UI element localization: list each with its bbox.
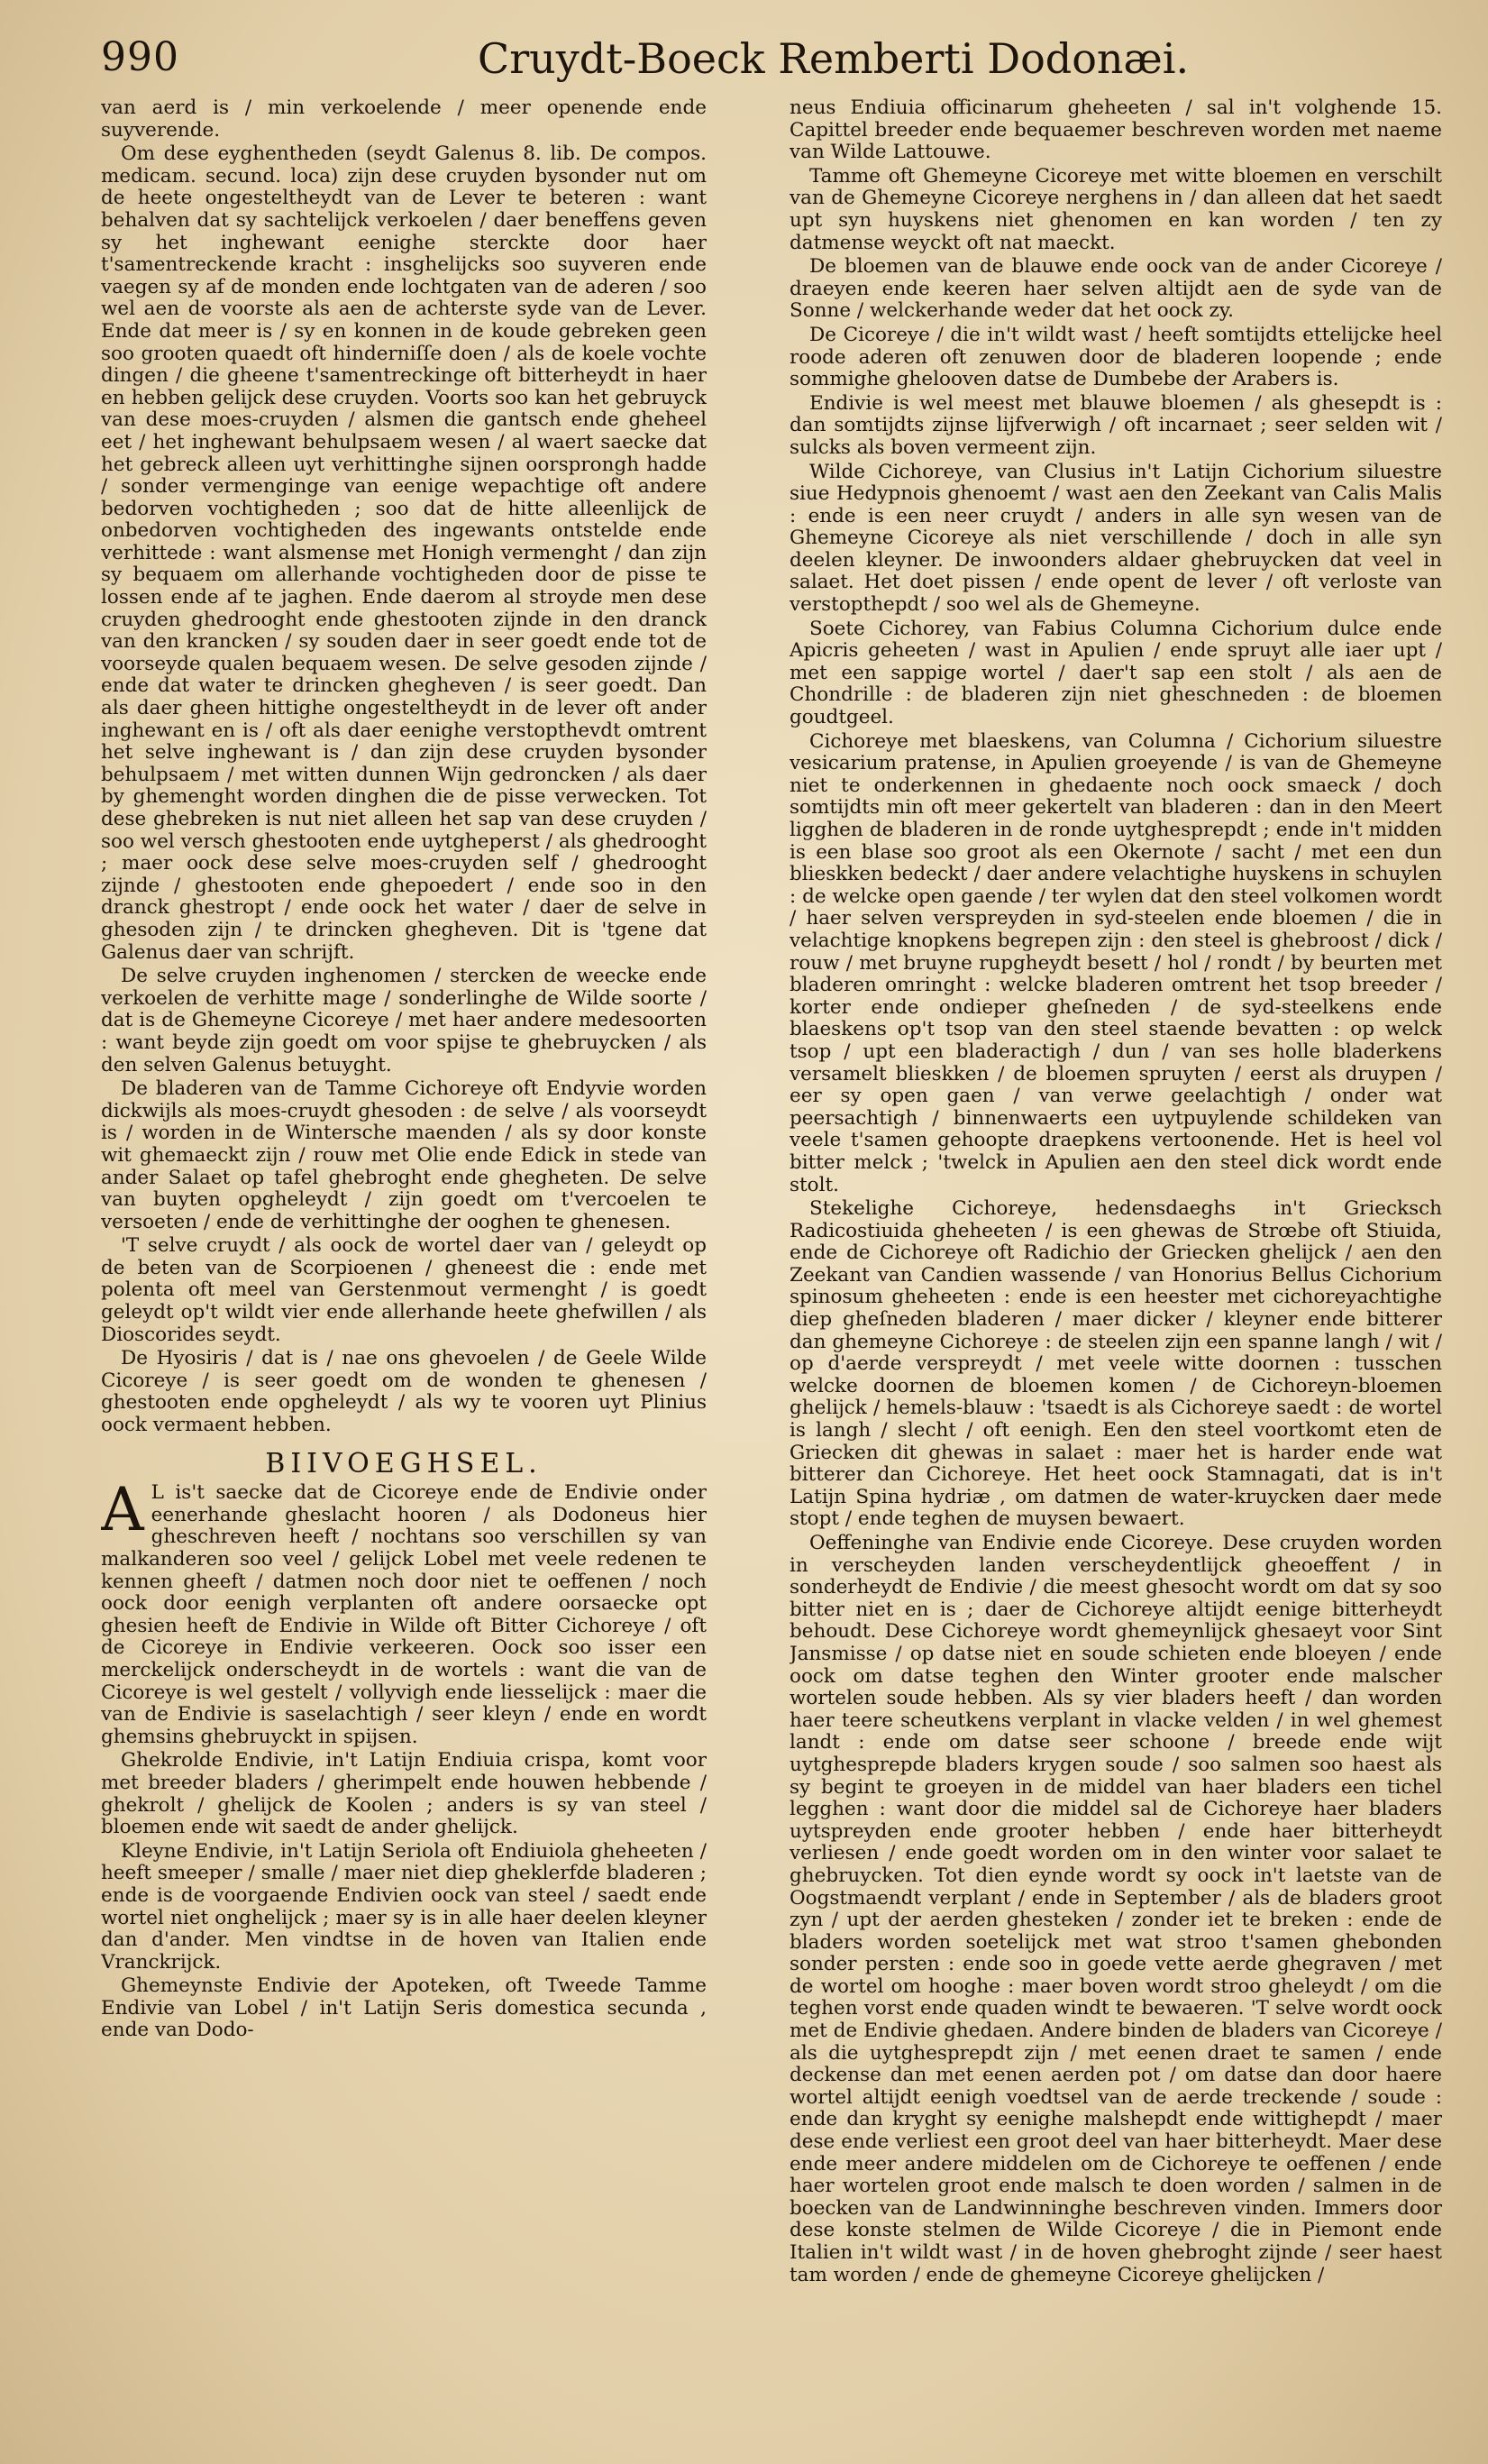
running-title: Cruydt-Boeck Remberti Dodonæi. (478, 34, 1190, 83)
page-header (101, 34, 1190, 92)
paragraph: neus Endiuia officinarum gheheeten / sal in't volghende 15. Capittel breeder ende bequaemer beschreven worden met naeme van Wilde Lattouwe. (790, 97, 1442, 164)
addendum-text: L is't saecke dat de Cicoreye ende de Endivie onder eenerhande gheslacht hooren / als Dodoneus hier gheschreven heeft / nochtans soo verschillen sy van malkanderen soo veel / gelijck Lobel met veele redenen te kennen gheeft / datmen noch door niet te oeffenen / noch oock door eenigh verplanten oft andere oorsaecke opt ghesien heeft de Endivie in Wilde oft Bitter Cichoreye / oft de Cicoreye in Endivie verkeeren. Oock soo isser een merckelijck onderscheydt in de wortels : want die van de Cicoreye is wel gestelt / vollyvigh ende liesselijck : maer die van de Endivie is saselachtigh / seer kleyn / ende en wordt ghemsins ghebruyckt in spijsen. (101, 1481, 707, 1748)
drop-cap: A (101, 1475, 144, 1545)
paragraph: De selve cruyden inghenomen / stercken de weecke ende verkoelen de verhitte mage / sonderlinghe de Wilde soorte / dat is de Ghemeyne Cicoreye / met haer andere medesoorten : want beyde zijn goedt om voor spijse te ghebruycken / als den selven Galenus betuyght. (101, 965, 707, 1076)
addendum-paragraph: Ghemeynste Endivie der Apoteken, oft Tweede Tamme Endivie van Lobel / in't Latijn Seris domestica secunda , ende van Dodo- (101, 1974, 707, 2042)
paragraph: Om dese eyghentheden (seydt Galenus 8. lib. De compos. medicam. secund. loca) zijn dese cruyden bysonder nut om de heete ongesteltheydt van de Lever te beteren : want behalven dat sy sachtelijck verkoelen / daer beneffens geven sy het inghewant eenighe sterckte door haer t'samentreckende kracht : insghelijcks soo suyveren ende vaegen sy af de monden ende lochtgaten van de aderen / soo wel aen de voorste als aen de achterste syde van de Lever. Ende dat meer is / sy en konnen in de koude gebreken geen soo grooten quaedt oft hinderniſſe doen / als de koele vochte dingen / die gheene t'samentreckinge oft bitterheydt in haer en hebben gelijck dese cruyden. Voorts soo kan het gebruyck van dese moes-cruyden / alsmen die gantsch ende gheheel eet / het inghewant behulpsaem wesen / al waert saecke dat het gebreck alleen uyt verhittinghe sijnen oorsprongh hadde / sonder vermenginge van eenige wepachtige oft andere bedorven vochtigheden ; soo dat de hitte alleenlijck de onbedorven vochtigheden des ingewants ontstelde ende verhittede : want alsmense met Honigh vermenght / dan zijn sy bequaem om allerhande vochtigheden door de pisse te lossen ende af te jaghen. Ende daerom al stroyde men dese cruyden ghedrooght ende ghestooten zijnde in den dranck van den krancken / sy souden daer in seer goedt ende tot de voorseyde qualen bequaem wesen. De selve gesoden zijnde / ende dat water te drincken ghegheven / is seer goedt. Dan als daer gheen hittighe ongesteltheydt in de lever oft ander inghewant en is / oft als daer eenighe verstopthevdt omtrent het selve inghewant is / dan zijn dese cruyden bysonder behulpsaem / met witten dunnen Wijn gedroncken / als daer by ghemenght worden dinghen die de pisse verwecken. Tot dese ghebreken is nut niet alleen het sap van dese cruyden / soo wel versch ghestooten ende uytgheperst / als ghedrooght ; maer oock dese selve moes-cruyden self / ghedrooght zijnde / ghestooten ende ghepoedert / ende soo in den dranck ghestropt / ende oock het water / daer de selve in ghesoden zijn / te drincken ghegheven. Dit is 'tgene dat Galenus daer van schrijft. (101, 142, 707, 964)
paragraph: De Cicoreye / die in't wildt wast / heeft somtijdts ettelijcke heel roode aderen oft zenuwen door de bladeren loopende ; ende sommighe ghelooven datse de Dumbebe der Arabers is. (790, 323, 1442, 391)
addendum-paragraph: Ghekrolde Endivie, in't Latijn Endiuia crispa, komt voor met breeder bladers / gherimpelt ende houwen hebbende / ghekrolt / ghelijck de Koolen ; anders is sy van steel / bloemen ende wit saedt de ander ghelijck. (101, 1749, 707, 1839)
right-column (790, 97, 1442, 2450)
paragraph: Soete Cichorey, van Fabius Columna Cichorium dulce ende Apicris geheeten / wast in Apulien / ende spruyt alle iaer upt / met een sappige wortel / daer't sap een stolt / als aen de Chondrille : de bladeren zijn niet gheschneden : de bloemen goudtgeel. (790, 617, 1442, 729)
paragraph: De Hyosiris / dat is / nae ons ghevoelen / de Geele Wilde Cicoreye / is seer goedt om de wonden te ghenesen / ghestooten ende opgheleydt / als wy te vooren uyt Plinius oock vermaent hebben. (101, 1347, 707, 1437)
paragraph: Stekelighe Cichoreye, hedensdaeghs in't Griecksch Radicostiuida gheheeten / is een ghewas de Strœbe oft Stiuida, ende de Cichoreye oft Radichio der Griecken ghelijck / aen den Zeekant van Candien wassende / van Honorius Bellus Cichorium spinosum gheheeten : ende is een heester met cichoreyachtighe diep gheſneden bladeren / maer dicker / kleyner ende bitterer dan ghemeyne Cichoreye : de steelen zijn een spanne langh / wit / op d'aerde verspreydt / met veele witte doornen : tusschen welcke doornen de bloemen komen / de Cichoreyn-bloemen ghelijck / hemels-blauw : 'tsaedt is als Cichoreye saedt : de wortel is langh / slecht / oft eenigh. Een den steel voortkomt eten de Griecken dit ghewas in salaet : maer het is harder ende wat bitterer dan Cichoreye. Het heet oock Stamnagati, dat is in't Latijn Spina hydriæ , om datmen de water-kruycken daer mede stopt / ende teghen de muysen bewaert. (790, 1197, 1442, 1531)
paragraph: Tamme oft Ghemeyne Cicoreye met witte bloemen en verschilt van de Ghemeyne Cicoreye nerghens in / dan alleen dat het saedt upt syn huyskens niet ghenomen en kan worden / ten zy datmense weyckt oft nat maeckt. (790, 164, 1442, 254)
paragraph: van aerd is / min verkoelende / meer openende ende suyverende. (101, 97, 707, 142)
addendum-paragraph: Kleyne Endivie, in't Latijn Seriola oft Endiuiola gheheeten / heeft smeeper / smalle / maer niet diep gheklerfde bladeren ; ende is de voorgaende Endivien oock van steel / saedt ende wortel niet onghelijck ; maer sy is in alle haer deelen kleyner dan d'ander. Men vindtse in de hoven van Italien ende Vranckrijck. (101, 1839, 707, 1974)
left-column (101, 97, 707, 2450)
paragraph: 'T selve cruydt / als oock de wortel daer van / geleydt op de beten van de Scorpioenen / gheneest die : ende met polenta oft meel van Gerstenmout vermenght / is goedt geleydt op't wildt vier ende allerhande heete ghefwillen / als Dioscorides seydt. (101, 1234, 707, 1346)
paragraph: Wilde Cichoreye, van Clusius in't Latijn Cichorium siluestre siue Hedypnois ghenoemt / wast aen den Zeekant van Calis Malis : ende is een neer cruydt / anders in alle syn wesen van de Ghemeyne Cicoreye als niet verschillende / doch in alle syn deelen kleyner. De inwoonders aldaer ghebruycken dat veel in salaet. Het doet pissen / ende opent de lever / oft verloste van verstopthepdt / soo wel als de Ghemeyne. (790, 460, 1442, 617)
paragraph: De bladeren van de Tamme Cichoreye oft Endyvie worden dickwijls als moes-cruydt ghesoden : de selve / als voorseydt is / worden in de Wintersche maenden / als sy door konste wit ghemaeckt zijn / rouw met Olie ende Edick in stede van ander Salaet op tafel ghebroght ende ghegheten. De selve van buyten opgheleydt / zijn goedt om t'vercoelen te versoeten / ende de verhittinghe der ooghen te ghenesen. (101, 1077, 707, 1233)
page-number: 990 (101, 34, 179, 80)
paragraph: Endivie is wel meest met blauwe bloemen / als ghesepdt is : dan somtijdts zijnse lijfverwigh / oft incarnaet ; seer selden wit / sulcks als boven vermeent zijn. (790, 391, 1442, 459)
section-heading: BIIVOEGHSEL. (265, 1447, 543, 1479)
paragraph: Oeffeninghe van Endivie ende Cicoreye. Dese cruyden worden in verscheyden landen verscheydentlijck gheoeffent / in sonderheydt de Endivie / die meest ghesocht wordt om dat sy soo bitter niet en is ; daer de Cichoreye altijdt eenige bitterheydt behoudt. Dese Cichoreye wordt ghemeynlijck ghesaeyt voor Sint Jansmisse / op datse niet en soude schieten ende bloeyen / ende oock om datse teghen den Winter grooter ende malscher wortelen soude hebben. Als sy vier bladers heeft / dan worden haer teere scheutkens verplant in vlacke velden / in wel ghemest landt : ende om datse seer schoone / breede ende wijt uytghesprepde bladers krygen soude / soo salmen soo haest als sy begint te groeyen in de middel van haer bladers een tichel legghen : want door die middel sal de Cichoreye haer bladers uytspreyden ende grooter hebben / ende haer bitterheydt verliesen / ende goedt worden om in den winter voor salaet te ghebruycken. Tot dien eynde wordt sy oock in't laetste van de Oogstmaendt verplant / ende in September / als de bladers groot zyn / upt der aerden ghesteken / zonder iet te breken : ende de bladers worden soetelijck met wat stroo t'samen ghebonden sonder persten : ende soo in goede vette aerde ghegraven / met de wortel om hooghe : maer boven wordt stroo gheleydt / om die teghen vorst ende quaden windt te bewaeren. 'T selve wordt oock met de Endivie ghedaen. Andere binden de bladers van Cicoreye / als die uytghesprepdt zijn / met eenen draet te samen / ende deckense dan met eenen aerden pot / om datse dan door haere wortel altijdt eenigh voedtsel van de aerde treckende / soude : ende dan kryght sy eenighe malshepdt ende wittighepdt / maer dese ende verliest een groot deel van haer bitterheydt. Maer dese ende meer andere middelen om de Cichoreye te oeffenen / ende haer wortelen groot ende malsch te doen worden / salmen in de boecken van de Landwinninghe beschreven vinden. Immers door dese konste stelmen de Wilde Cicoreye / die in Piemont ende Italien in't wildt wast / in de hoven ghebroght zijnde / seer haest tam worden / ende de ghemeyne Cicoreye ghelijcken / (790, 1532, 1442, 2286)
paragraph: De bloemen van de blauwe ende oock van de ander Cicoreye / draeyen ende keeren haer selven altijdt aen de syde van de Sonne / welckerhande weder dat het oock zy. (790, 255, 1442, 323)
paragraph: Cichoreye met blaeskens, van Columna / Cichorium siluestre vesicarium pratense, in Apulien groeyende / is van de Ghemeyne niet te onderkennen in ghedaente noch oock smaeck / doch somtijdts min oft meer gekertelt van bladeren : dan in den Meert ligghen de bladeren in de ronde uytghesprepdt ; ende in't midden is een blase soo groot als een Okernote / sacht / met een dun blieskken bedeckt / daer andere velachtighe huyskens in schuylen : de welcke open gaende / ter wylen dat den steel volkomen wordt / haer selven verspreyden in syd-steelen ende bloemen / die in velachtige knopkens begrepen zijn : den steel is ghebroost / dick / rouw / met bruyne rupgheydt besett / hol / rondt / by beurten met bladeren omringht : welcke bladeren omtrent het tsop breeder / korter ende ondieper gheſneden / de syd-steelkens ende blaeskens op't tsop van den steel staende bevatten : op welck tsop / upt een bladeractigh / dun / van ses holle bladerkens versamelt blieskken / de bloemen spruyten / eerst als druypen / eer sy open gaen / van verwe geelachtigh / onder wat peersachtigh / binnenwaerts een uytpuylende schildeken van veele t'samen gehoopte draepkens vertoonende. Het is heel vol bitter melck ; 'twelck in Apulien aen den steel dick wordt ende stolt. (790, 729, 1442, 1196)
addendum-paragraph (101, 1475, 707, 1748)
